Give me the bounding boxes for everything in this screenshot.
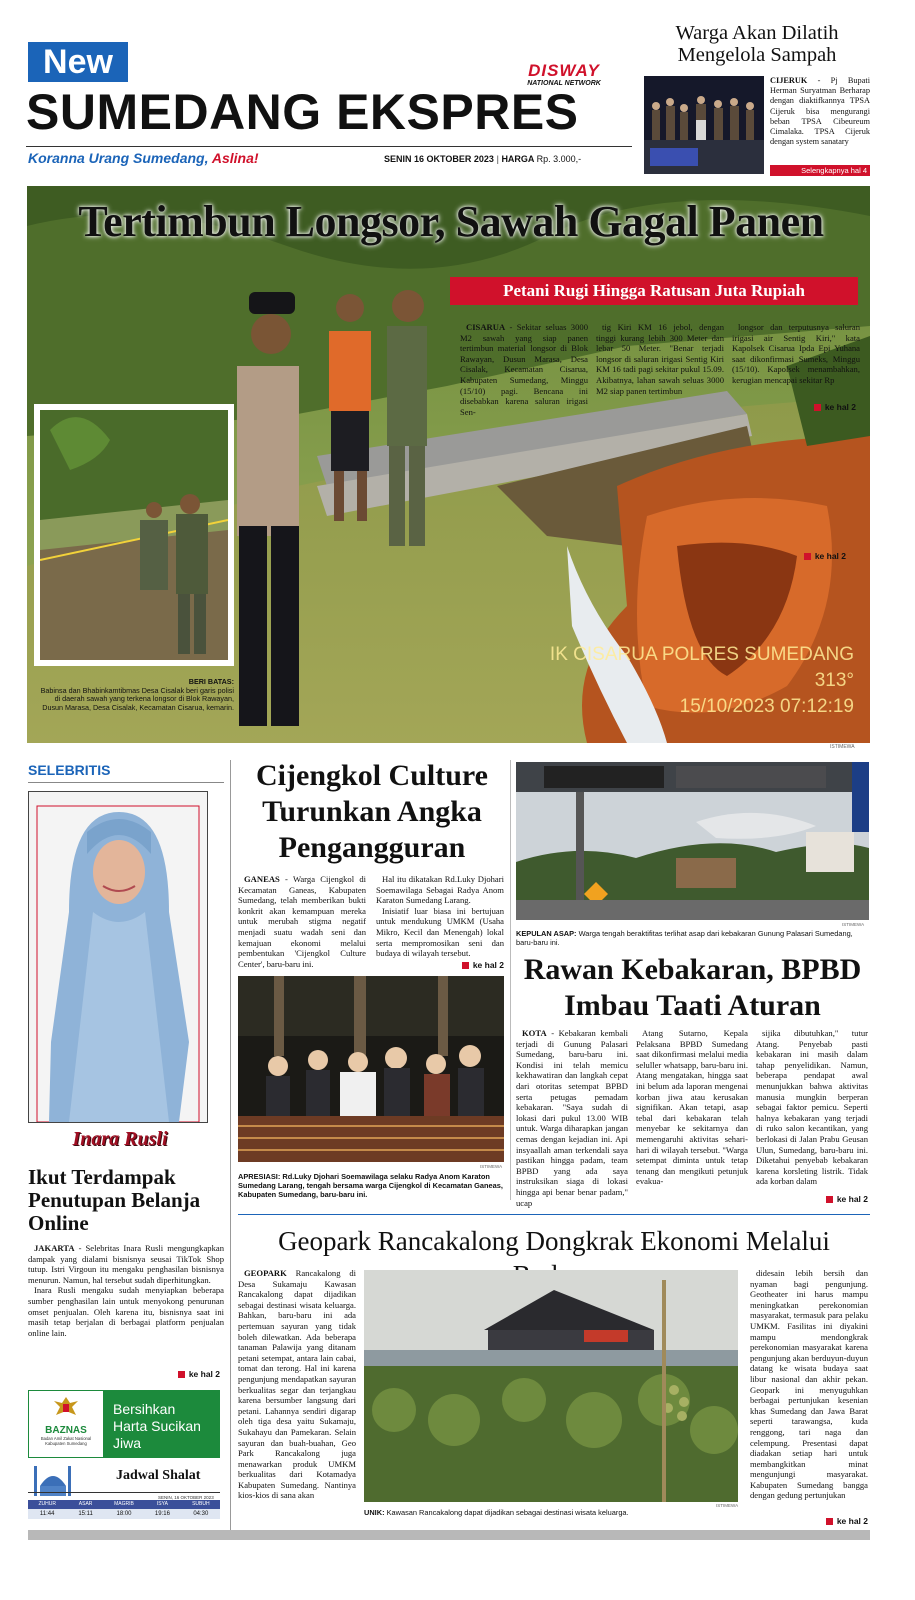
cijengkol-caption-label: APRESIASI:	[238, 1172, 281, 1181]
selebritis-section-label: SELEBRITIS	[28, 762, 111, 778]
selebritis-para-2: Inara Rusli mengaku sudah menyiapkan beberapa sumber penghasilan lain untuk menyokong penurunan omset penjualan. Oleh karena itu, bisnisnya saat ini masih tetap berjalan di berbagai platform penjualan online lain.	[28, 1285, 224, 1338]
geopark-continue-text: ke hal 2	[836, 1516, 868, 1526]
jadwal-name-subuh: SUBUH	[192, 1501, 210, 1507]
geopark-caption-text: Kawasan Rancakalong dapat dijadikan sebagai destinasi wisata keluarga.	[386, 1508, 629, 1517]
selebritis-body	[28, 1243, 224, 1338]
main-col-2	[596, 322, 724, 417]
jadwal-time-asar: 15:11	[78, 1511, 93, 1517]
disway-sub: NATIONAL NETWORK	[527, 80, 601, 87]
selebritis-para-1: - Selebritas Inara Rusli mengungkapkan dampak yang dialami bisnisnya seusai TikTok Shop tutup. Istri Virgoun itu mengaku penghasilan bisnisnya menurun. Namun, hal tersebut sudah diperhitungkan.	[28, 1243, 224, 1285]
selebritis-headline: Ikut Terdampak Penutupan Belanja Online	[28, 1165, 201, 1235]
kebakaran-col2-text: Atang Sutarno, Kepala Pelaksana BPBD Sumedang saat dikonfirmasi melalui media seluller whatsapp, baru-baru ini. Atang mengatakan, hingga saat ini belum ada laporan mengenai korban jiwa atau kerusakan signifikan. Akan tetapi, asap tebal dari kebakaran telah menyebar ke sekitarnya dan memengaruhi aktivitas sehari-hari di wilayah tersebut. "Warga setempat diminta untuk tetap tenang dan mengikuti petunjuk evakua-	[636, 1028, 748, 1187]
cijengkol-col2b-text: Inisiatif luar biasa ini bertujuan untuk mendukung UMKM (Usaha Mikro, Kecil dan Menengah) lokal serta mempromosikan seni dan budaya di wilayah tersebut.	[376, 905, 504, 959]
kebakaran-caption-text: Warga tengah beraktifitas terlihat asap dari kebakaran Gunung Palasari Sumedang, baru-baru ini.	[516, 929, 853, 947]
geopark-caption	[364, 1508, 738, 1517]
teaser-title: Warga Akan Dilatih Mengelola Sampah	[675, 22, 839, 66]
disway-brand: DISWAY	[528, 61, 600, 80]
cijengkol-continue-text: ke hal 2	[472, 960, 504, 970]
cijengkol-continue-link[interactable]	[424, 960, 504, 970]
cijengkol-caption-text: Rd.Luky Djohari Soemawilaga selaku Radya Anom Karaton Sumedang Larang, tengah bersama warga Cijengkol di Kecamatan Ganeas, Kabupaten Sumedang, baru-baru ini.	[238, 1172, 503, 1199]
cijengkol-col-2	[376, 874, 504, 969]
jadwal-name-isya: ISYA	[156, 1501, 168, 1507]
teaser-dateline: CIJERUK	[770, 76, 808, 85]
main-col2-text: tig Kiri KM 16 jebol, dengan tinggi kurang lebih 300 Meter dan lebar 50 Meter. "Benar terjadi longsor di saluran irigasi Sentig Kiri KM 16 tadi pagi sekitar pukul 15.09. Akibatnya, lahan sawah seluas 3000 M2 siap panen tertimbun	[596, 322, 724, 396]
paper-name: SUMEDANG EKSPRES	[26, 84, 579, 140]
kebakaran-continue-link[interactable]	[790, 1194, 868, 1204]
cijengkol-text-columns	[238, 874, 504, 969]
kebakaran-col3-text: sijika dibutuhkan," tutur Atang. Penyebab pasti kebakaran ini masih dalam tahap penyelidikan. Namun, beberapa pendapat awal menunjukkan bahwa aktivitas manusia mungkin berperan sebagai faktor pemicu. Seperti halnya kebakaran yang terjadi di ruko salon kecantikan, yang berlokasi di Jalan Prabu Geusan Ulun, Sumedang, baru-baru ini. Diketahui penyebab kebakaran karena korsleting listrik. Tidak ada korban dalam	[756, 1028, 868, 1187]
teaser-more-link[interactable]: Selengkapnya hal 4	[770, 165, 870, 176]
watermark-line-3: 15/10/2023 07:12:19	[679, 696, 854, 717]
selebritis-signature: Inara Rusli	[72, 1128, 168, 1150]
price-label: HARGA	[501, 154, 535, 164]
main-continue-link-mid[interactable]	[770, 551, 846, 561]
main-photo-credit: ISTIMEWA	[830, 744, 855, 750]
selebritis-photo	[29, 792, 207, 1122]
watermark-line-1: IK CISARUA POLRES SUMEDANG	[549, 644, 854, 665]
jadwal-time-zuhur: 11:44	[39, 1511, 55, 1517]
geopark-dateline: GEOPARK	[244, 1268, 287, 1278]
kebakaran-text-columns	[516, 1028, 869, 1208]
photo-timestamp-watermark	[470, 642, 854, 720]
tagline-text: Koranna Urang Sumedang,	[28, 150, 209, 166]
jadwal-name-zuhur: ZUHUR	[38, 1501, 56, 1507]
jadwal-time-isya: 19:16	[154, 1511, 170, 1517]
selebritis-photo-frame	[28, 791, 208, 1123]
selebritis-dateline: JAKARTA	[34, 1243, 75, 1253]
geopark-caption-label: UNIK:	[364, 1508, 385, 1517]
kebakaran-col1-text: - Kebakaran kembali terjadi di Gunung Palasari Sumedang, baru-baru ini. Kondisi ini telah memicu kekhawatiran dan langkah cepat dari otoritas setempat BPBD serta petugas pemadam kebakaran. "Saya sudah di lokasi dari pukul 13.00 WIB untuk. Warga diharapkan jangan cemas dengan kejadian ini. Api insyaallah aman terkendali saya pastikan hingga padam, team BPBD yang ada saya instruksikan siaga di lokasi hingga api benar benar padam," ucap	[516, 1028, 628, 1208]
cijengkol-col1-text: - Warga Cijengkol di Kecamatan Ganeas, Kabupaten Sumedang, telah memberikan bukti konkrit akan kemampuan mereka untuk merubah stigma negatif menjadi suatu wadah seni dan kemajuan ekonomi melalui pembentukan 'Cijengkol Culture Center', baru-baru ini.	[238, 874, 366, 969]
teaser-photo	[644, 76, 764, 174]
cijengkol-photo	[238, 976, 504, 1162]
kebakaran-col-3	[756, 1028, 868, 1208]
masthead	[26, 38, 632, 178]
kebakaran-continue-text: ke hal 2	[836, 1194, 868, 1204]
baznas-slogan: Bersihkan Harta Sucikan Jiwa	[103, 1391, 219, 1457]
cijengkol-photo-credit: ISTIMEWA	[480, 1164, 503, 1169]
jadwal-time-subuh: 04:30	[193, 1511, 209, 1517]
baznas-name: BAZNAS	[45, 1425, 87, 1436]
cijengkol-col-1	[238, 874, 366, 969]
teaser-body: - Pj Bupati Herman Suryatman Berharap dengan diaktifkannya TPSA Cijeruk bisa mengurangi beban TPSA Cibeureum Cimalaka. TPSA Cijeruk dengan system sanatary	[770, 76, 870, 147]
geopark-col1-text: Rancakalong di Desa Sukamaju Kawasan Rancakalong dapat dijadikan sebagai destinasi wisata keluarga. Bahkan, baru-baru ini ada pertemuan sayuran yang tidak boleh dilewatkan. Ada beberapa tanaman Palawija yang ditanam petani setempat, antara lain cabai, tomat dan terong. Hal ini karena pengunjung mendapatkan sayuran berkualitas segar dan terjangkau karena bersumber langsung dari petani. Lahannya sendiri digarap oleh tiga desa yaitu Sukamaju, Sukahayu dan Pamekaran. Selain sayuran dan buah-buahan, Geo Park Rancakalong juga menawarkan produk UMKM berkualitas dari Kotamadya Kabupaten Sumedang. Nantinya kios-kios di sana akan	[238, 1268, 356, 1501]
kebakaran-photo	[516, 762, 869, 920]
selebritis-continue-link[interactable]	[140, 1369, 220, 1379]
kebakaran-caption-label: KEPULAN ASAP:	[516, 929, 577, 938]
watermark-line-2: 313°	[814, 670, 854, 691]
main-col1-text: - Sekitar seluas 3000 M2 sawah yang siap panen tertimbun material longsor di Blok Rawayan, Dusun Marasa, Desa Cisalak, Kecamatan Cisarua, Kabupaten Sumedang, Minggu (15/10) pagi. Bencana ini disebabkan karena saluran irigasi Sen-	[460, 322, 588, 417]
baznas-ad[interactable]	[28, 1390, 220, 1458]
kebakaran-col-2	[636, 1028, 748, 1208]
main-col-1	[460, 322, 588, 417]
jadwal-names-row	[28, 1500, 220, 1509]
kebakaran-col-1	[516, 1028, 628, 1208]
inset-caption-text: Babinsa dan Bhabinkamtibmas Desa Cisalak beri garis polisi di daerah sawah yang terkena longsor di Blok Rawayan, Dusun Marasa, Desa Cisalak, Kecamatan Cisarua, kemarin.	[40, 685, 234, 712]
inset-photo	[40, 410, 228, 660]
selebritis-continue-text: ke hal 2	[188, 1369, 220, 1379]
baznas-sub: Badan Amil Zakat Nasional Kabupaten Sumedang	[40, 1436, 92, 1446]
kebakaran-photo-caption	[516, 929, 869, 947]
garuda-icon	[52, 1395, 80, 1421]
main-dateline: CISARUA	[466, 322, 506, 332]
main-col3-text: longsor dan terputusnya saluran irigasi air Sentig Kiri," kata Kapolsek Cisarua Ipda Epi Yuhana saat dikonfirmasi Sumeks, Minggu (15/10). Kapolsek menambahkan, kerugian mencapai sekitar Rp	[732, 322, 860, 385]
main-continue-mid-text: ke hal 2	[814, 551, 846, 561]
inset-photo-frame	[34, 404, 234, 666]
main-continue-link[interactable]	[780, 402, 856, 412]
jadwal-time-magrib: 18:00	[116, 1511, 132, 1517]
price-value: Rp. 3.000,-	[536, 154, 582, 164]
kebakaran-photo-credit: ISTIMEWA	[842, 922, 865, 927]
main-continue-text: ke hal 2	[824, 402, 856, 412]
issue-date: SENIN 16 OKTOBER 2023	[384, 154, 494, 164]
cijengkol-col2a-text: Hal itu dikatakan Rd.Luky Djohari Soemawilaga Sebagai Radya Anom Karaton Sumedang Larang.	[376, 874, 504, 906]
kebakaran-headline: Rawan Kebakaran, BPBD Imbau Taati Aturan	[523, 953, 862, 1022]
inset-caption-label: BERI BATAS:	[188, 677, 234, 686]
cijengkol-dateline: GANEAS	[244, 874, 280, 884]
jadwal-name-magrib: MAGRIB	[114, 1501, 134, 1507]
jadwal-times-row	[28, 1509, 220, 1519]
geopark-headline: Geopark Rancakalong Dongkrak Ekonomi Melalui	[278, 1226, 830, 1256]
inset-caption	[34, 678, 234, 712]
teaser-box[interactable]	[644, 22, 870, 180]
jadwal-shalat	[28, 1462, 220, 1522]
geopark-photo-credit: ISTIMEWA	[716, 1503, 739, 1508]
tagline	[28, 148, 259, 168]
geopark-col-1	[238, 1268, 356, 1528]
jadwal-date: SENIN, 16 OKTOBER 2023	[158, 1495, 214, 1500]
cijengkol-headline: Cijengkol Culture Turunkan Angka Pengangguran	[256, 759, 488, 864]
main-subhead: Petani Rugi Hingga Ratusan Juta Rupiah	[450, 277, 858, 305]
teaser-text	[770, 76, 870, 147]
main-headline: Tertimbun Longsor, Sawah Gagal Panen	[78, 197, 824, 246]
tagline-emphasis: Aslina!	[211, 150, 259, 166]
kebakaran-dateline: KOTA	[522, 1028, 547, 1038]
baznas-logo	[29, 1391, 103, 1457]
date-price-line: SENIN 16 OKTOBER 2023 | HARGA Rp. 3.000,-	[384, 154, 582, 164]
geopark-continue-link[interactable]	[790, 1516, 868, 1526]
jadwal-title: Jadwal Shalat	[116, 1468, 201, 1483]
new-badge: New	[28, 42, 128, 82]
bottom-rule	[28, 1530, 870, 1540]
geopark-col3-text: didesain lebih bersih dan nyaman bagi pengunjung. Geotheater ini harus mampu meningkatkan perekonomian masyarakat, termasuk para pelaku UMKM. Fasilitas ini diyakini mampu mendongkrak perekonomian masyarakat karena pengunjung akan berduyun-duyun datang ke wisata budaya saat libur nasional dan akhir pekan. Geopark ini menyuguhkan berbagai pertunjukan kesenian khas Sumedang dan Jawa Barat seperti tarawangsa, kuda renggong, tari naga dan celempung. Presentasi dapat diadakan setiap hari untuk membangkitkan minat mengunjungi masyarakat. Kabupaten Sumedang bangga dengan gedung pertunjukan	[750, 1268, 868, 1501]
cijengkol-caption	[238, 1172, 504, 1199]
jadwal-name-asar: ASAR	[78, 1501, 93, 1507]
geopark-photo	[364, 1270, 738, 1502]
geopark-col-3	[750, 1268, 868, 1514]
